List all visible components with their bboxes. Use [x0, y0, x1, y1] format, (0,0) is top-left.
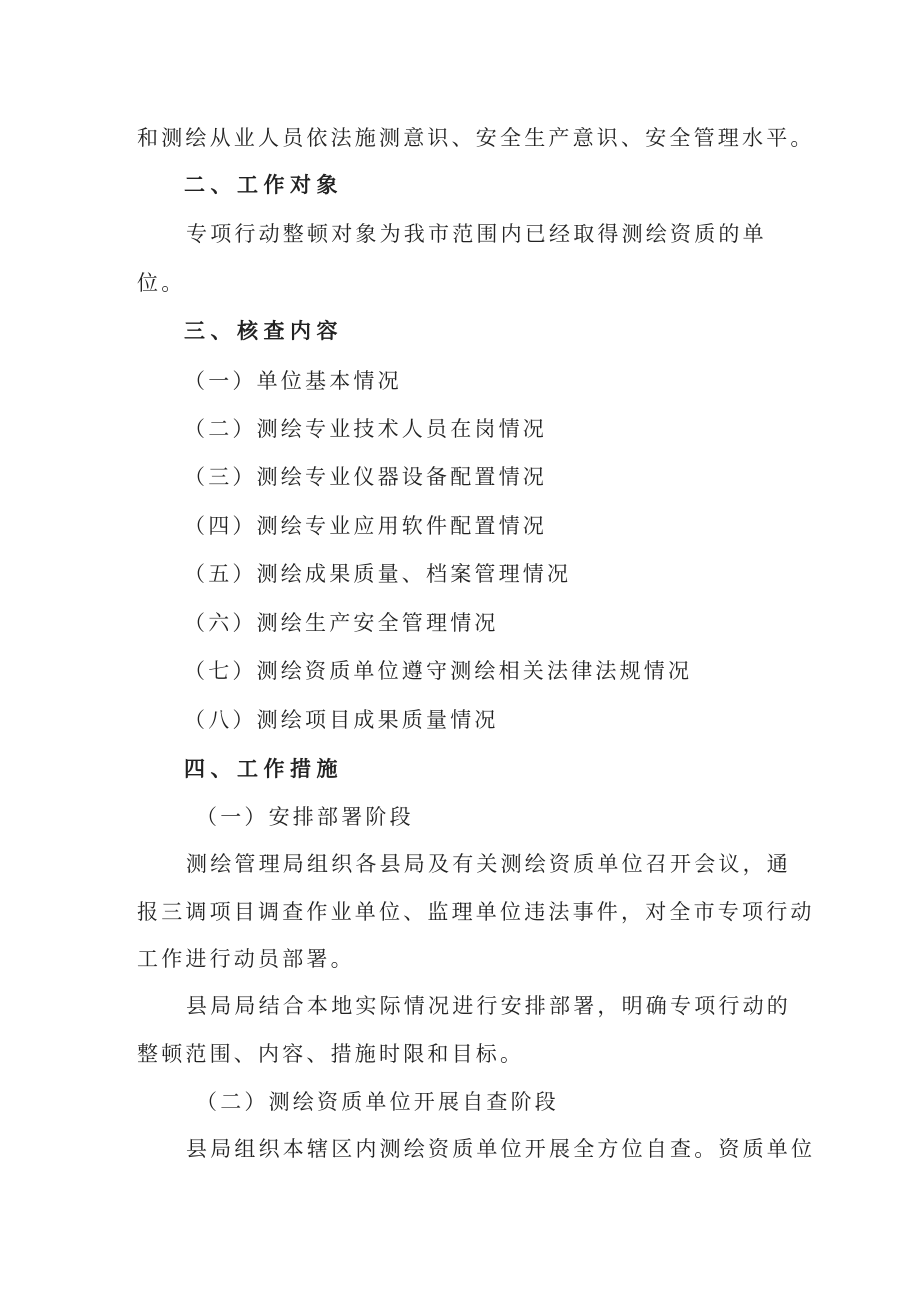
paragraph-line-phase1-5: 整顿范围、内容、措施时限和目标。: [137, 1042, 525, 1066]
paragraph-line-phase1-3: 工作进行动员部署。: [137, 947, 355, 971]
section-heading-work-measures: 四、工作措施: [184, 757, 343, 781]
list-item-check-8: （八）测绘项目成果质量情况: [184, 708, 499, 732]
list-item-check-3: （三）测绘专业仪器设备配置情况: [184, 465, 547, 489]
list-item-check-5: （五）测绘成果质量、档案管理情况: [184, 562, 572, 586]
paragraph-line-phase1-4: 县局局结合本地实际情况进行安排部署，明确专项行动的: [186, 994, 791, 1018]
paragraph-line-work-target-1: 专项行动整顿对象为我市范围内已经取得测绘资质的单: [186, 222, 767, 246]
paragraph-line-work-target-2: 位。: [137, 271, 186, 295]
section-heading-work-target: 二、工作对象: [184, 173, 343, 197]
paragraph-line-phase2-1: 县局组织本辖区内测绘资质单位开展全方位自查。资质单位: [186, 1137, 816, 1161]
paragraph-line-intro-end: 和测绘从业人员依法施测意识、安全生产意识、安全管理水平。: [137, 126, 815, 150]
list-item-check-2: （二）测绘专业技术人员在岗情况: [184, 417, 547, 441]
list-item-check-7: （七）测绘资质单位遵守测绘相关法律法规情况: [184, 659, 693, 683]
list-item-check-1: （一）单位基本情况: [184, 369, 402, 393]
subsection-heading-phase-1: （一）安排部署阶段: [196, 805, 414, 829]
subsection-heading-phase-2: （二）测绘资质单位开展自查阶段: [196, 1090, 559, 1114]
paragraph-line-phase1-2: 报三调项目调查作业单位、监理单位违法事件，对全市专项行动: [137, 900, 815, 924]
paragraph-line-phase1-1: 测绘管理局组织各县局及有关测绘资质单位召开会议，通: [186, 852, 791, 876]
list-item-check-6: （六）测绘生产安全管理情况: [184, 611, 499, 635]
section-heading-check-content: 三、核查内容: [184, 319, 343, 343]
list-item-check-4: （四）测绘专业应用软件配置情况: [184, 514, 547, 538]
